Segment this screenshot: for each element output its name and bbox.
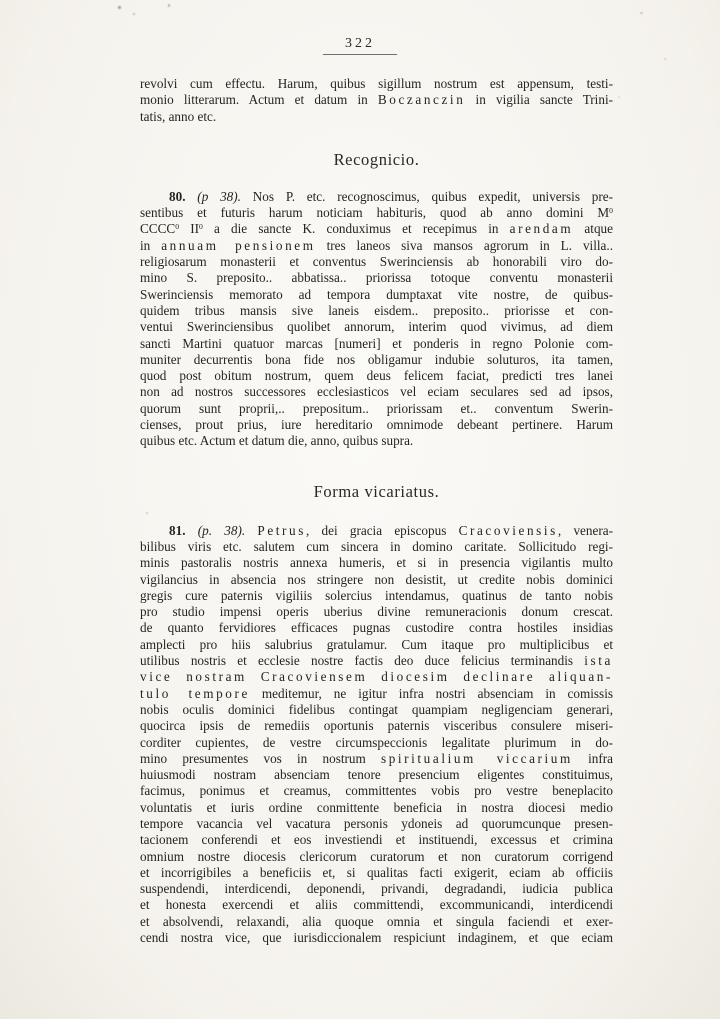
text-line: et incorrigibiles a beneficiis et, si qualitas facti exigerit, eciam ab officiis [140, 864, 613, 880]
text-line: tatis, anno etc. [140, 108, 217, 124]
text-line: bilibus viris etc. salutem cum sincera in domino caritate. Sollicitudo regi- [140, 538, 613, 554]
scan-speck [168, 4, 170, 7]
scan-speck [618, 96, 620, 98]
scan-speck [118, 6, 121, 9]
entry-number: 80. [169, 188, 186, 204]
text-line: quocirca ipsis de remediis oportunis paternis visceribus consulere miseri- [140, 718, 613, 734]
text-line: cendi nostra vice, que iurisdiccionalem respiciunt indaginem, et que eciam [140, 930, 613, 946]
section-heading: Forma vicariatus. [313, 481, 440, 501]
text-line: gregis cure paternis vigiliis solercius intendamus, quatinus de tanto nobis [140, 587, 613, 603]
letterspaced-text: spiritualium viccarium [380, 750, 573, 766]
text-line: 81. (p. 38). Petrus, dei gracia episcopus Cracoviensis, venera- [169, 522, 613, 538]
letterspaced-text: annuam pensionem [161, 237, 316, 253]
superscript-ordinal: 0 [175, 222, 180, 232]
superscript-ordinal: 0 [609, 206, 613, 216]
text-line: minis pastoralis nostris annexa humeris, et si in presencia vigilantis multo [140, 555, 613, 571]
text-line: amplecti pro hiis salubrius gratulamur. Cum itaque pro multiplicibus et [140, 636, 613, 652]
text-line: in annuam pensionem tres laneos siva mansos agrorum in L. villa.. [140, 237, 613, 253]
section-heading: Recognicio. [333, 149, 420, 169]
text-line: quorum sunt proprii,.. prepositum.. priorissam et.. conventum Swerin- [140, 400, 613, 416]
letterspaced-text: Boczanczin [377, 92, 466, 108]
text-line: quibus etc. Actum et datum die, anno, quibus supra. [140, 433, 414, 449]
page-number: 322 [323, 36, 397, 55]
text-line: quod post obitum nostrum, quem deus felicem faciat, predicti tres lanei [140, 368, 613, 384]
text-line: 80. (p 38). Nos P. etc. recognoscimus, quibus expedit, universis pre- [169, 188, 613, 204]
text-line: pro studio impensi operis uberius divine remuneracionis donum crescat. [140, 604, 613, 620]
page-reference: (p 38). [197, 188, 241, 204]
text-line: et honesta exercendi et aliis committendi, excommunicandi, interdicendi [140, 897, 613, 913]
paragraph [140, 523, 613, 947]
text-line: mino S. preposito.. abbatissa.. priorissa totoque conventu monasterii [140, 270, 613, 286]
text-line: CCCC$^0$ $II^0$ a die sancte K. conduximus et recepimus in arendam atque [140, 221, 613, 237]
text-line: vigilancius in absencia nos stringere non desistit, ut credite nobis dominici [140, 571, 613, 587]
text-line: revolvi cum effectu. Harum, quibus sigillum nostrum est appensum, testi- [140, 76, 613, 91]
letterspaced-text: vice nostram Cracoviensem diocesim declinare aliquan- [140, 669, 613, 685]
letterspaced-text: tulo tempore [140, 685, 250, 701]
text-line: muniter decurrentis bona fide nos obligamur indubie soluturos, ita tamen, [140, 351, 613, 367]
text-line: voluntatis et iuris ordine conmittente beneficia in nostra diocesi medio [140, 799, 613, 815]
text-line: mino presumentes vos in nostrum spiritualium viccarium infra [140, 750, 613, 766]
letterspaced-text: Cracoviensis [458, 522, 558, 538]
text-line: huiusmodi nostram absenciam tenore presencium eligentes constituimus, [140, 767, 613, 783]
text-line: tempore vacancia vel vacatura personis ydoneis ad quorumcunque presen- [140, 815, 613, 831]
text-line: utilibus nostris et ecclesie nostre factis deo duce felicius terminandis ista [140, 653, 613, 669]
text-line: monio litterarum. Actum et datum in Boczanczin in vigilia sancte Trini- [140, 92, 613, 108]
text-line [140, 669, 613, 685]
text-line: facimus, ponimus et creamus, committentes vobis pro vestre beneplacito [140, 783, 613, 799]
scan-speck [133, 13, 135, 15]
page-header [0, 34, 720, 55]
text-line: cienses, prout prius, iure hereditario omnimode debeant pertinere. Harum [140, 417, 613, 433]
superscript-ordinal: 0 [198, 222, 203, 232]
letterspaced-text: Petrus [257, 522, 306, 538]
text-line: quidem tribus mansis sive laneis eisdem.. preposito.. priorisse et con- [140, 302, 613, 318]
text-content [140, 76, 613, 946]
entry-number: 81. [169, 522, 186, 538]
text-line: religiosarum monasterii et conventus Swerinciensis ab honorabili viro do- [140, 254, 613, 270]
text-line: corditer cupientes, de vestre circumspeccionis legalitate plurimum in do- [140, 734, 613, 750]
text-line: tulo tempore meditemur, ne igitur infra nostri absenciam in comissis [140, 685, 613, 701]
text-line: tacionem conferendi et eos investiendi et instituendi, excessus et crimina [140, 832, 613, 848]
paragraph [140, 189, 613, 450]
text-line: non ad nostros successores ecclesiasticos vel eciam seculares sed ad ipsos, [140, 384, 613, 400]
text-line: sancti Martini quatuor marcas [numeri] et ponderis in regno Polonie com- [140, 335, 613, 351]
scan-speck [664, 58, 666, 60]
letterspaced-text: arendam [509, 221, 574, 237]
text-line: de quanto fervidiores efficaces pugnas custodire contra hostiles insidias [140, 620, 613, 636]
page-reference: (p. 38). [197, 522, 246, 538]
text-line: et absolvendi, relaxandi, alia quoque omnia et singula faciendi et exer- [140, 913, 613, 929]
text-line: sentibus et futuris harum noticiam habituris, quod ab anno domini $M^0$ [140, 205, 613, 221]
text-line: ventui Swerinciensibus quolibet annorum, interim quod vivimus, ad diem [140, 319, 613, 335]
paragraph [140, 76, 613, 125]
text-line: nobis oculis dominici fidelibus contingat quampiam negligenciam generari, [140, 701, 613, 717]
text-line: Swerinciensis memorato ad tempora dumptaxat vite nostre, de quibus- [140, 286, 613, 302]
letterspaced-text: ista [584, 653, 613, 669]
scan-speck [640, 12, 643, 14]
text-line: suspendendi, interdicendi, deponendi, privandi, degradandi, iudicia publica [140, 881, 613, 897]
text-line: omnium nostre diocesis clericorum curatorum et non curatorum corrigend [140, 848, 613, 864]
